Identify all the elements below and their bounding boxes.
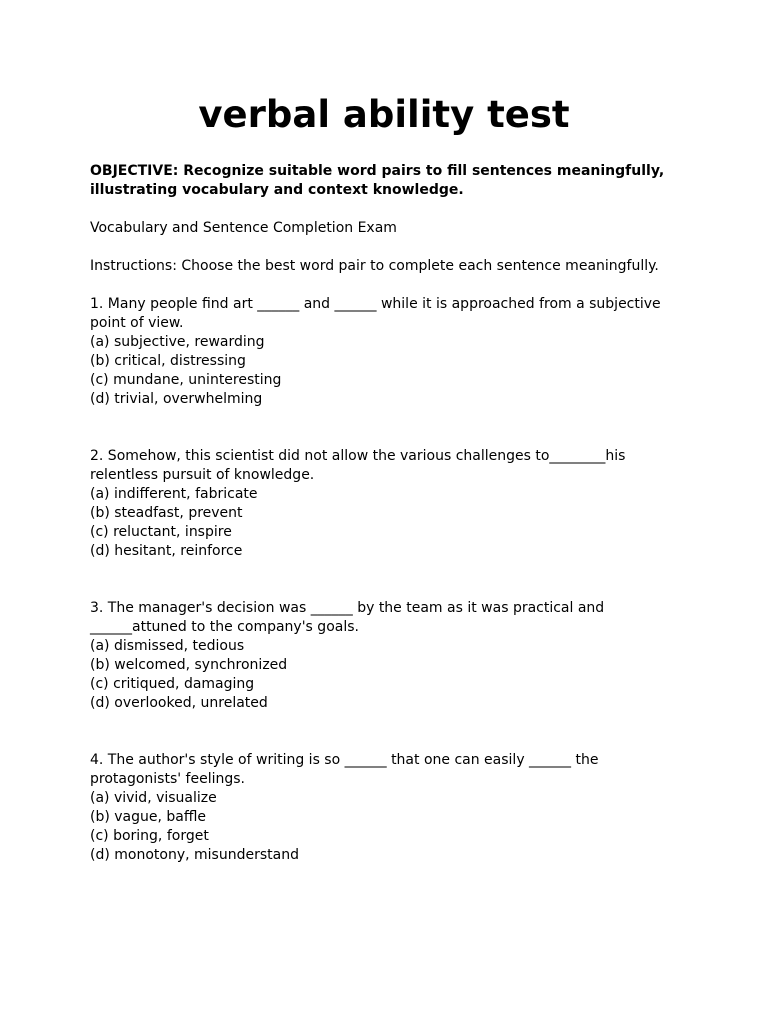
option-d: (d) monotony, misunderstand [90,847,299,863]
option-c: (c) critiqued, damaging [90,676,255,692]
page-title: verbal ability test [198,93,570,136]
question-text: 2. Somehow, this scientist did not allow the various challenges to________his relentless pursuit of knowledge. [90,448,626,483]
option-b: (b) steadfast, prevent [90,505,243,521]
option-c: (c) reluctant, inspire [90,524,232,540]
options-list [90,485,690,561]
options-list [90,637,690,713]
question-text: 4. The author's style of writing is so ______ that one can easily ______ the protagonists' feelings. [90,752,599,787]
option-a: (a) indifferent, fabricate [90,486,258,502]
option-a: (a) subjective, rewarding [90,334,265,350]
option-b: (b) welcomed, synchronized [90,657,288,673]
instructions-text: Instructions: Choose the best word pair to complete each sentence meaningfully. [90,258,659,274]
question-4 [90,751,690,865]
options-list [90,333,690,409]
options-list [90,789,690,865]
option-d: (d) trivial, overwhelming [90,391,263,407]
exam-subtitle: Vocabulary and Sentence Completion Exam [90,220,397,236]
option-b: (b) vague, baffle [90,809,207,825]
question-text: 3. The manager's decision was ______ by the team as it was practical and ______attuned to the company's goals. [90,600,605,635]
question-2 [90,447,690,561]
option-a: (a) dismissed, tedious [90,638,245,654]
question-1 [90,295,690,409]
option-b: (b) critical, distressing [90,353,246,369]
document-body [90,162,690,865]
question-3 [90,599,690,713]
objective-text: OBJECTIVE: Recognize suitable word pairs to fill sentences meaningfully, illustrating vocabulary and context knowledge. [90,163,665,198]
option-c: (c) mundane, uninteresting [90,372,282,388]
option-a: (a) vivid, visualize [90,790,217,806]
option-c: (c) boring, forget [90,828,209,844]
question-text: 1. Many people find art ______ and ______ while it is approached from a subjective point of view. [90,296,661,331]
option-d: (d) overlooked, unrelated [90,695,268,711]
option-d: (d) hesitant, reinforce [90,543,243,559]
